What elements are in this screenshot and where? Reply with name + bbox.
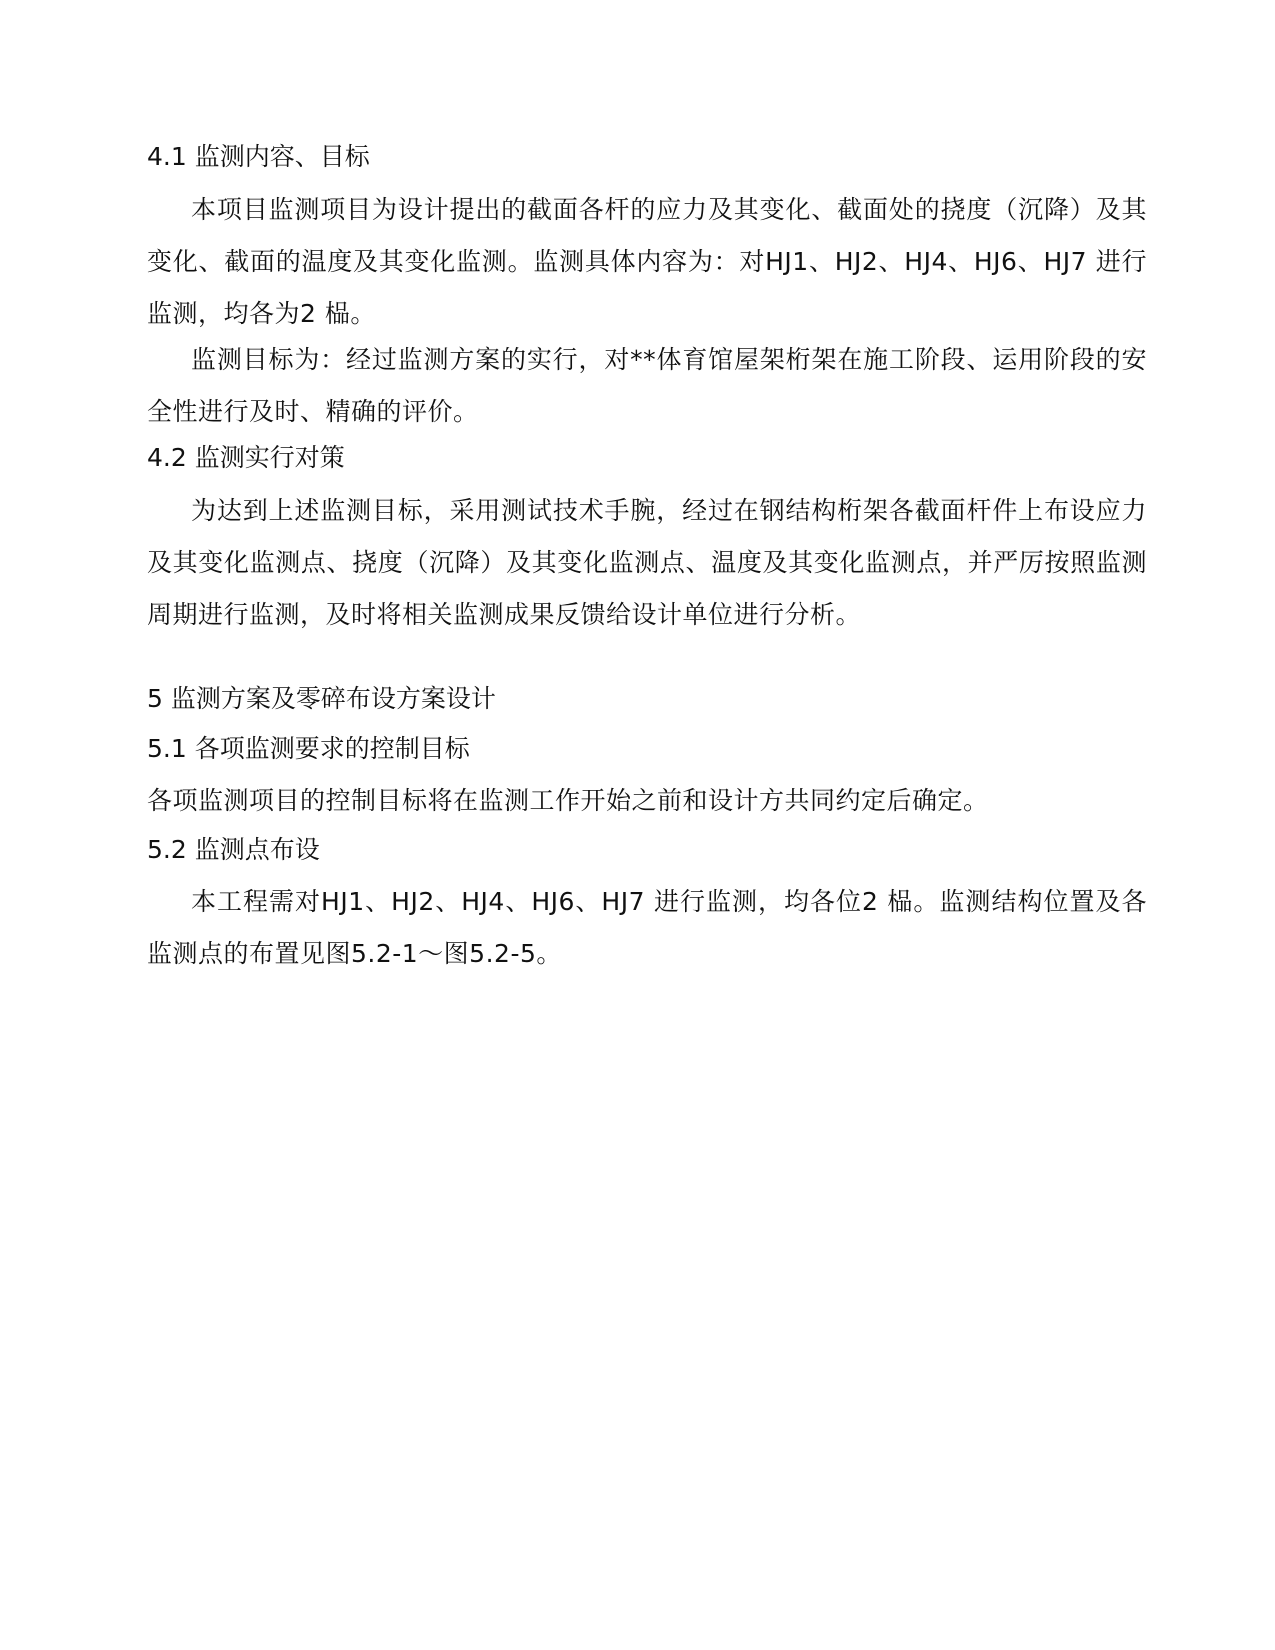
paragraph-5-1-control: 各项监测项目的控制目标将在监测工作开始之前和设计方共同约定后确定。 xyxy=(147,786,989,815)
heading-5: 5 监测方案及零碎布设方案设计 xyxy=(147,684,496,713)
heading-4-1: 4.1 监测内容、目标 xyxy=(147,142,370,171)
paragraph-4-2-strategy: 为达到上述监测目标，采用测试技术手腕，经过在钢结构桁架各截面杆件上布设应力及其变化监测点、挠度（沉降）及其变化监测点、温度及其变化监测点，并严厉按照监测周期进行监测，及时将相关监测成果反馈给设计单位进行分析。 xyxy=(147,496,1147,629)
paragraph-4-1-goal: 监测目标为：经过监测方案的实行，对**体育馆屋架桁架在施工阶段、运用阶段的安全性进行及时、精确的评价。 xyxy=(147,345,1147,426)
paragraph-5-2-layout: 本工程需对HJ1、HJ2、HJ4、HJ6、HJ7 进行监测，均各位2 榀。监测结构位置及各监测点的布置见图5.2-1～图5.2-5。 xyxy=(147,887,1147,968)
paragraph-4-1-content: 本项目监测项目为设计提出的截面各杆的应力及其变化、截面处的挠度（沉降）及其变化、截面的温度及其变化监测。监测具体内容为：对HJ1、HJ2、HJ4、HJ6、HJ7 进行监测，均各为2 榀。 xyxy=(147,195,1147,328)
heading-5-1: 5.1 各项监测要求的控制目标 xyxy=(147,734,470,763)
heading-4-2: 4.2 监测实行对策 xyxy=(147,443,345,472)
heading-5-2: 5.2 监测点布设 xyxy=(147,835,320,864)
